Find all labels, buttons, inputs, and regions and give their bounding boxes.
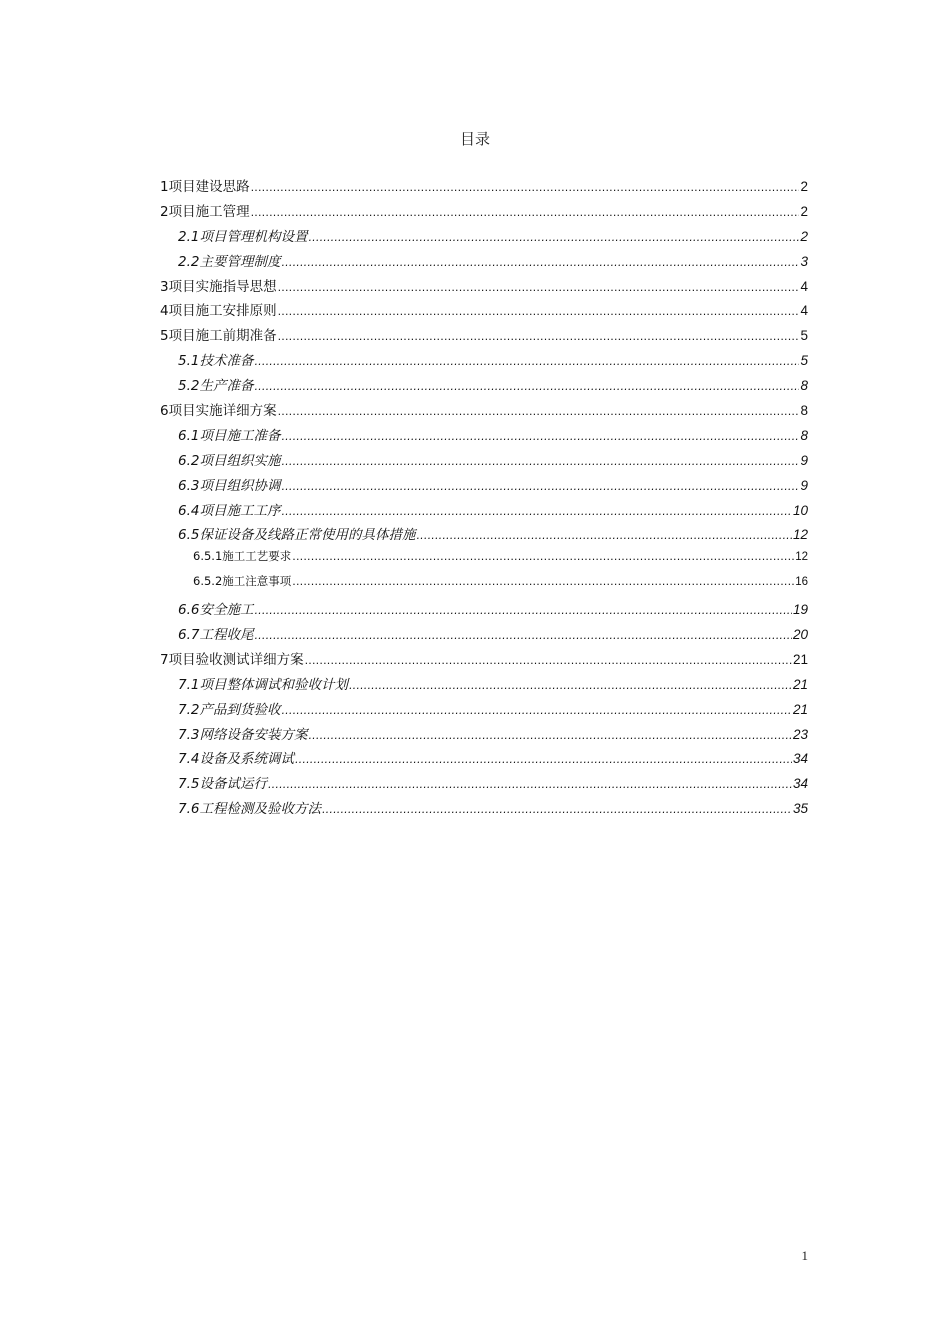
toc-entry-page: 21	[792, 676, 808, 692]
dot-leader	[349, 679, 792, 692]
dot-leader	[308, 729, 791, 742]
toc-entry-page: 9	[800, 452, 808, 468]
toc-entry[interactable]	[160, 474, 808, 499]
toc-entry-page: 9	[800, 477, 808, 493]
toc-entry-label: 7.4设备及系统调试	[178, 751, 294, 768]
dot-leader	[281, 480, 799, 493]
toc-entry-page: 12	[792, 527, 808, 543]
dot-leader	[254, 380, 799, 393]
dot-leader	[281, 505, 791, 518]
toc-entry-page: 3	[800, 253, 808, 269]
toc-entry-label: 6.6安全施工	[178, 602, 254, 619]
toc-entry-label: 4项目施工安排原则	[160, 303, 277, 320]
toc-entry-label: 6.5.2施工注意事项	[193, 574, 292, 589]
toc-entry-page: 5	[800, 328, 808, 344]
toc-entry[interactable]	[160, 349, 808, 374]
dot-leader	[281, 430, 799, 443]
toc-entry-page: 5	[800, 353, 808, 369]
toc-entry-label: 2.2主要管理制度	[178, 253, 281, 270]
toc-entry-label: 6.3项目组织协调	[178, 477, 281, 494]
toc-entry-label: 7.6工程检测及验收方法	[178, 801, 321, 818]
toc-entry-page: 16	[795, 576, 808, 589]
toc-entry-label: 2.1项目管理机构设置	[178, 228, 308, 245]
toc-entry-label: 6项目实施详细方案	[160, 403, 277, 420]
toc-entry[interactable]	[160, 424, 808, 449]
toc-entry-page: 10	[792, 502, 808, 518]
toc-entry-label: 5项目施工前期准备	[160, 328, 277, 345]
toc-entry-page: 21	[792, 651, 808, 667]
toc-entry-label: 6.7工程收尾	[178, 627, 254, 644]
toc-entry[interactable]	[160, 499, 808, 524]
dot-leader	[278, 330, 800, 343]
toc-entry[interactable]	[160, 275, 808, 300]
toc-entry-label: 6.5保证设备及线路正常使用的具体措施	[178, 527, 416, 544]
toc-entry-label: 1项目建设思路	[160, 179, 250, 195]
toc-entry-page: 34	[792, 751, 808, 767]
toc-entry-label: 2项目施工管理	[160, 203, 250, 220]
toc-entry-page: 2	[800, 228, 808, 244]
toc-entry-page: 20	[792, 627, 808, 643]
dot-leader	[305, 654, 792, 667]
toc-entry[interactable]	[160, 648, 808, 673]
toc-entry[interactable]	[160, 623, 808, 648]
dot-leader	[322, 803, 792, 816]
toc-entry-label: 7.3网络设备安装方案	[178, 726, 308, 743]
dot-leader	[295, 753, 792, 766]
toc-title: 目录	[459, 130, 490, 148]
toc-entry[interactable]	[160, 797, 808, 822]
page-number: 1	[801, 1248, 808, 1263]
dot-leader	[278, 305, 800, 318]
toc-entry[interactable]	[160, 523, 808, 548]
dot-leader	[281, 455, 799, 468]
toc-entry[interactable]	[160, 200, 808, 225]
dot-leader	[281, 704, 791, 717]
toc-entry-page: 12	[795, 551, 808, 564]
dot-leader	[292, 550, 794, 563]
toc-entry[interactable]	[160, 175, 808, 200]
toc-entry[interactable]	[160, 299, 808, 324]
toc-entry-label: 6.2项目组织实施	[178, 452, 281, 469]
toc-entry-label: 5.1技术准备	[178, 353, 254, 370]
table-of-contents	[160, 175, 808, 822]
toc-entry-page: 8	[800, 378, 808, 394]
toc-entry-page: 19	[792, 602, 808, 618]
toc-entry[interactable]	[160, 399, 808, 424]
toc-entry-page: 23	[792, 726, 808, 742]
toc-entry-label: 5.2生产准备	[178, 378, 254, 395]
toc-entry-page: 8	[800, 403, 808, 419]
dot-leader	[278, 405, 800, 418]
toc-entry-label: 7.2产品到货验收	[178, 701, 281, 718]
dot-leader	[251, 206, 800, 219]
toc-entry-page: 2	[800, 179, 808, 194]
dot-leader	[281, 256, 799, 269]
toc-entry[interactable]	[160, 324, 808, 349]
dot-leader	[251, 181, 800, 194]
toc-entry-page: 35	[792, 801, 808, 817]
toc-entry[interactable]	[160, 673, 808, 698]
dot-leader	[308, 231, 799, 244]
toc-entry-label: 6.5.1施工工艺要求	[193, 549, 292, 564]
toc-entry-label: 7项目验收测试详细方案	[160, 651, 304, 668]
toc-entry-page: 8	[800, 427, 808, 443]
dot-leader	[254, 355, 799, 368]
toc-entry[interactable]	[160, 573, 808, 598]
toc-entry[interactable]	[160, 449, 808, 474]
toc-entry-page: 4	[800, 303, 808, 319]
toc-entry-page: 4	[800, 278, 808, 294]
dot-leader	[292, 575, 794, 588]
toc-entry[interactable]	[160, 747, 808, 772]
toc-entry[interactable]	[160, 698, 808, 723]
toc-entry-label: 6.4项目施工工序	[178, 502, 281, 519]
toc-entry[interactable]	[160, 374, 808, 399]
toc-entry-label: 6.1项目施工准备	[178, 427, 281, 444]
toc-entry-page: 21	[792, 701, 808, 717]
toc-entry[interactable]	[160, 723, 808, 748]
toc-entry[interactable]	[160, 598, 808, 623]
dot-leader	[416, 529, 791, 542]
toc-entry-page: 34	[792, 776, 808, 792]
dot-leader	[254, 604, 791, 617]
toc-entry-label: 7.1项目整体调试和验收计划	[178, 676, 348, 693]
toc-entry[interactable]	[160, 225, 808, 250]
toc-entry[interactable]	[160, 250, 808, 275]
dot-leader	[254, 629, 791, 642]
toc-entry-page: 2	[800, 203, 808, 219]
toc-entry[interactable]	[160, 548, 808, 573]
dot-leader	[278, 281, 800, 294]
toc-entry-label: 3项目实施指导思想	[160, 278, 277, 295]
dot-leader	[268, 778, 792, 791]
toc-entry-label: 7.5设备试运行	[178, 776, 267, 793]
toc-entry[interactable]	[160, 772, 808, 797]
